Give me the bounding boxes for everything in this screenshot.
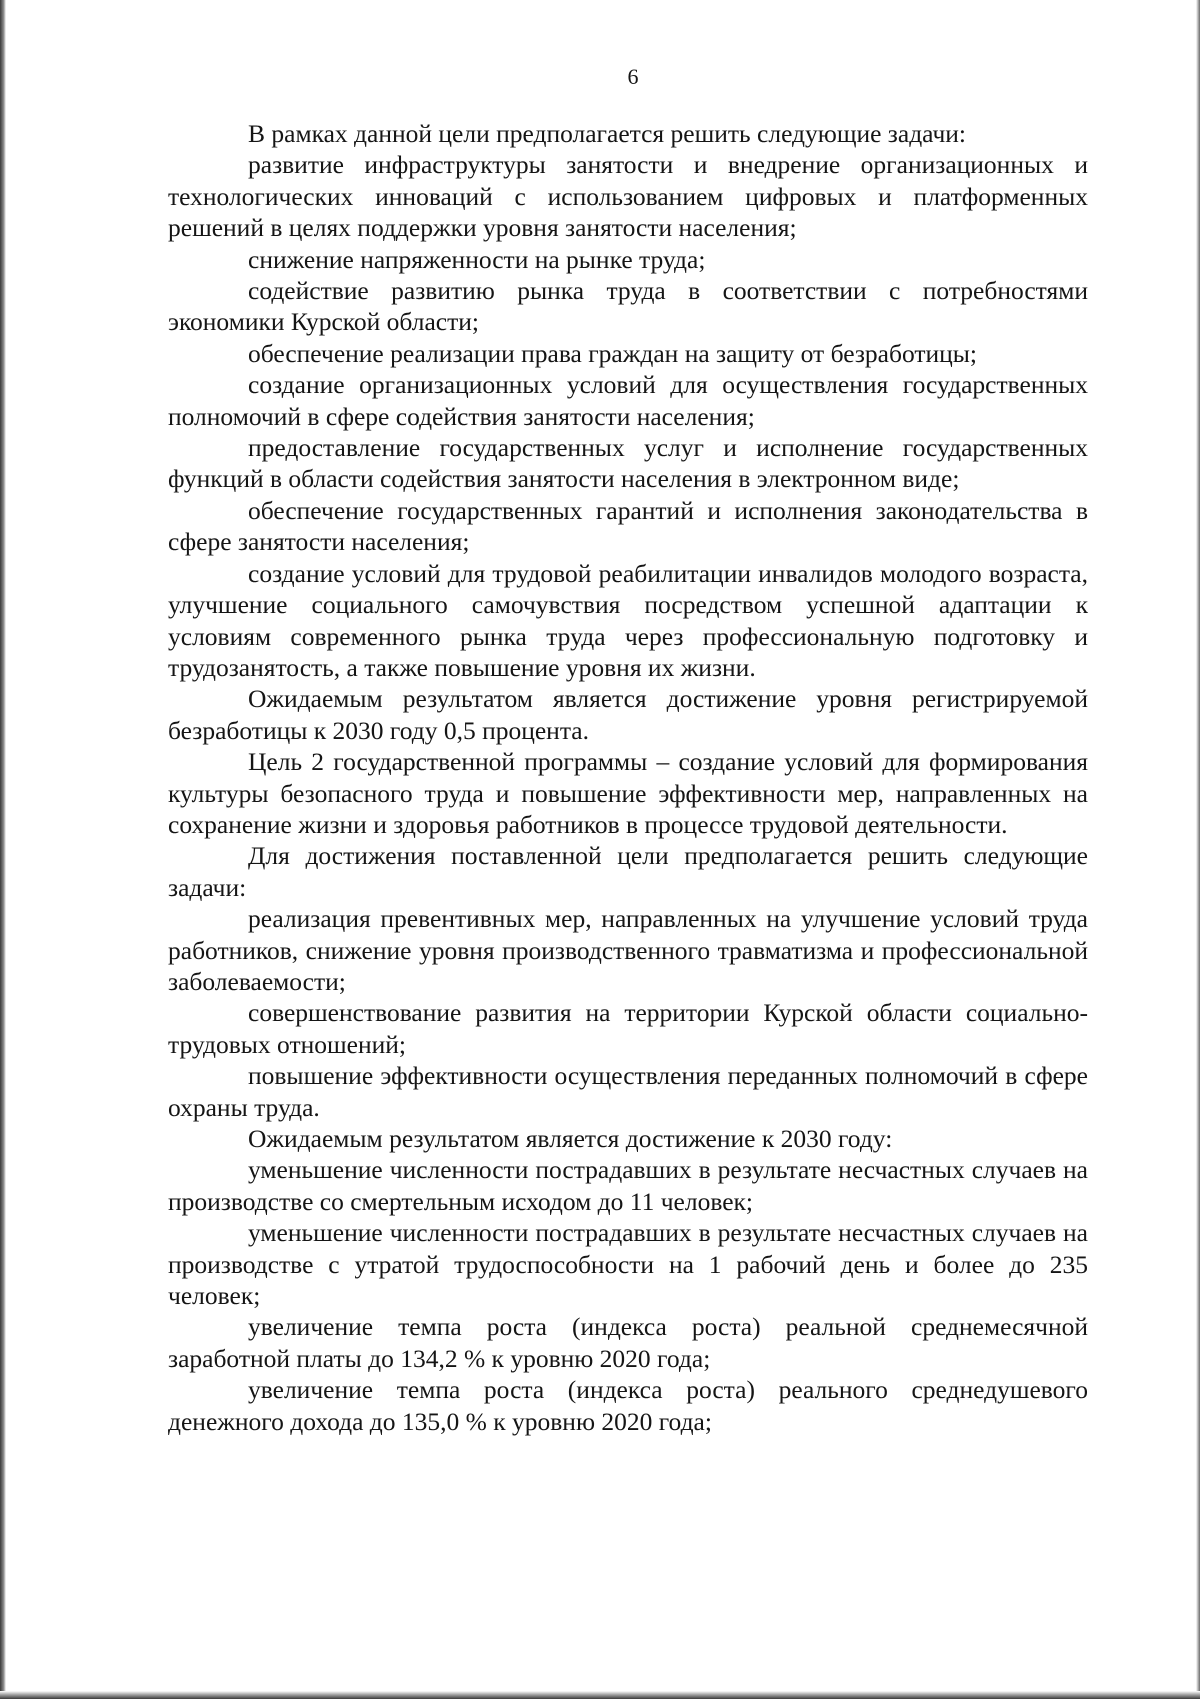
paragraph-task-unemployment-protection: обеспечение реализации права граждан на защиту от безработицы;	[248, 338, 978, 368]
paragraph-task-tension: снижение напряженности на рынке труда;	[248, 244, 706, 274]
scan-border-bottom	[0, 1691, 1200, 1699]
scan-border-left	[0, 0, 6, 1699]
paragraph-expected-result-1: Ожидаемым результатом является достижение уровня регистрируемой безработицы к 2030 году 0,5 процента.	[168, 684, 1088, 745]
paragraph-result-income: увеличение темпа роста (индекса роста) реального среднедушевого денежного дохода до 135,0 % к уровню 2020 года;	[168, 1375, 1088, 1436]
paragraph-result-fatal: уменьшение численности пострадавших в результате несчастных случаев на производстве со смертельным исходом до 11 человек;	[168, 1155, 1088, 1216]
paragraph-expected-result-2: Ожидаемым результатом является достижение к 2030 году:	[248, 1124, 893, 1153]
paragraph-result-wages: увеличение темпа роста (индекса роста) реальной среднемесячной заработной платы до 134,2 % к уровню 2020 года;	[168, 1312, 1088, 1373]
paragraph-result-disability: уменьшение численности пострадавших в результате несчастных случаев на производстве с утратой трудоспособности на 1 рабочий день и более до 235 человек;	[168, 1218, 1088, 1311]
paragraph-task-guarantees: обеспечение государственных гарантий и исполнения законодательства в сфере занятости населения;	[168, 495, 1088, 557]
paragraph-task-electronic-services: предоставление государственных услуг и исполнение государственных функций в области содействия занятости населения в электронном виде;	[168, 433, 1088, 494]
paragraph-task-labor-protection: повышение эффективности осуществления переданных полномочий в сфере охраны труда.	[168, 1061, 1088, 1122]
page-number: 6	[627, 64, 639, 89]
scan-border-right	[1196, 0, 1200, 1699]
paragraph-task-rehabilitation: создание условий для трудовой реабилитации инвалидов молодого возраста, улучшение социального самочувствия посредством успешной адаптации к условиям современного рынка труда через профессиональную подготовку и трудозанятость, а также повышение уровня их жизни.	[168, 558, 1088, 682]
paragraph-goal-2: Цель 2 государственной программы – создание условий для формирования культуры безопасного труда и повышение эффективности мер, направленных на сохранение жизни и здоровья работников в процессе трудовой деятельности.	[168, 747, 1088, 839]
paragraph-task-organizational: создание организационных условий для осуществления государственных полномочий в сфере содействия занятости населения;	[168, 370, 1088, 431]
document-page	[168, 64, 1088, 1437]
paragraph-tasks-intro-2: Для достижения поставленной цели предполагается решить следующие задачи:	[168, 841, 1088, 902]
paragraph-tasks-intro: В рамках данной цели предполагается решить следующие задачи:	[248, 119, 967, 148]
paragraph-task-market: содействие развитию рынка труда в соответствии с потребностями экономики Курской области;	[168, 276, 1088, 337]
paragraph-task-preventive: реализация превентивных мер, направленных на улучшение условий труда работников, снижение уровня производственного травматизма и профессиональной заболеваемости;	[168, 904, 1088, 996]
paragraph-task-infrastructure: развитие инфраструктуры занятости и внедрение организационных и технологических инноваций с использованием цифровых и платформенных решений в целях поддержки уровня занятости населения;	[168, 150, 1088, 243]
paragraph-task-social-labor: совершенствование развития на территории Курской области социально-трудовых отношений;	[168, 998, 1088, 1059]
